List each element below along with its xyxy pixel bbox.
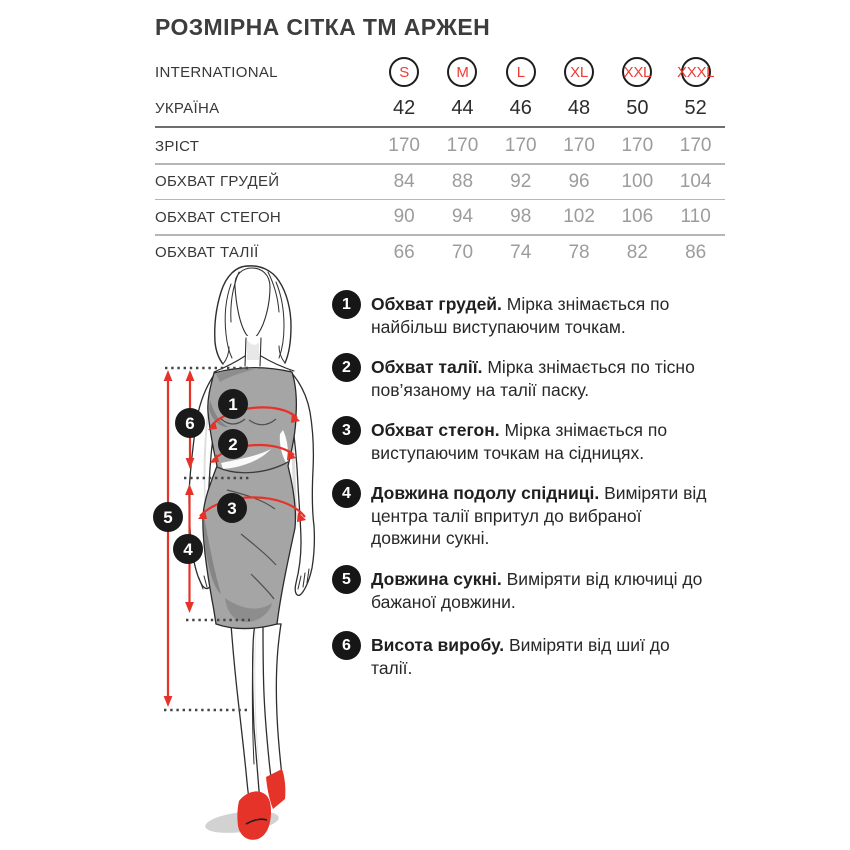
size-cell xyxy=(608,57,666,87)
page-title: РОЗМІРНА СІТКА ТМ АРЖЕН xyxy=(155,14,491,40)
table-cell: 110 xyxy=(680,206,711,227)
marker-number-1: 1 xyxy=(228,395,238,414)
table-cell: 82 xyxy=(626,241,648,263)
row-label: ОБХВАТ ТАЛІЇ xyxy=(155,244,259,261)
marker-number-4: 4 xyxy=(183,540,193,559)
table-cell: 88 xyxy=(451,170,474,192)
legend-description: Виміряти від центра талії впритул до вибраної довжини сукні. xyxy=(371,483,707,548)
legend-text xyxy=(371,568,711,613)
red-heels xyxy=(237,769,285,840)
legend-term: Обхват грудей. xyxy=(371,294,502,314)
table-cell: 170 xyxy=(446,135,479,156)
table-cell: 44 xyxy=(451,96,474,119)
table-cell: 92 xyxy=(510,170,532,192)
table-cell: 170 xyxy=(388,135,420,156)
table-cell: 102 xyxy=(563,206,595,227)
legend-number-badge: 2 xyxy=(332,353,361,382)
size-letter: S xyxy=(399,63,409,81)
table-cell: 66 xyxy=(393,241,415,263)
table-cell: 86 xyxy=(685,241,707,263)
table-cell: 104 xyxy=(679,170,712,192)
size-letter: M xyxy=(456,63,469,81)
size-table xyxy=(155,53,725,270)
legend-item-3 xyxy=(332,416,711,464)
table-cell: 170 xyxy=(679,135,712,156)
legend-number-badge: 6 xyxy=(332,631,361,660)
table-cell: 46 xyxy=(509,96,532,119)
marker-number-2: 2 xyxy=(228,435,238,454)
table-cell: 170 xyxy=(563,135,595,156)
size-circle xyxy=(447,57,477,87)
size-letter: XL xyxy=(570,63,588,81)
table-row-bust xyxy=(155,165,725,199)
legend-item-4 xyxy=(332,479,711,550)
size-cell xyxy=(492,57,550,87)
table-cell: 98 xyxy=(510,206,532,227)
legend-description: Мірка знімається по виступаючим точкам на сідницях. xyxy=(371,420,668,463)
size-circle xyxy=(622,57,652,87)
legend-text xyxy=(371,482,711,550)
row-label: ОБХВАТ ГРУДЕЙ xyxy=(155,173,280,190)
legend-text xyxy=(371,419,711,464)
legend-item-1 xyxy=(332,290,711,338)
size-circle xyxy=(564,57,594,87)
size-circle xyxy=(506,57,536,87)
legend-description: Виміряти від шиї до талії. xyxy=(371,635,670,678)
legend-description: Мірка знімається по тісно пов’язаному на талії паску. xyxy=(371,357,695,400)
table-cell: 52 xyxy=(684,96,707,119)
row-label-ukraine: УКРАЇНА xyxy=(155,99,220,117)
legend-item-2 xyxy=(332,353,711,401)
table-cell: 84 xyxy=(393,170,415,192)
legend-number-badge: 3 xyxy=(332,416,361,445)
marker-number-6: 6 xyxy=(185,414,195,433)
legend-term: Довжина подолу спідниці. xyxy=(371,483,600,503)
table-cell: 94 xyxy=(451,206,474,227)
size-cell xyxy=(433,57,491,87)
legend-description: Виміряти від ключиці до бажаної довжини. xyxy=(371,569,703,612)
row-label: ЗРІСТ xyxy=(155,137,200,155)
table-separator-thick xyxy=(155,126,725,128)
table-cell: 48 xyxy=(567,96,591,119)
marker-number-3: 3 xyxy=(227,499,237,518)
table-cell: 42 xyxy=(393,96,416,119)
table-cell: 106 xyxy=(621,206,654,227)
size-circle xyxy=(677,57,715,87)
size-letter: L xyxy=(516,63,525,81)
legend-description: Мірка знімається по найбільш виступаючим точкам. xyxy=(371,294,670,337)
table-cell: 100 xyxy=(621,170,654,192)
legend-term: Висота виробу. xyxy=(371,635,505,655)
size-cell xyxy=(550,57,608,87)
table-row-international xyxy=(155,53,725,91)
table-cell: 96 xyxy=(568,170,590,192)
size-letter: XXL xyxy=(623,63,652,81)
legend-text xyxy=(371,293,711,338)
legend-term: Обхват талії. xyxy=(371,357,483,377)
legend-term: Обхват стегон. xyxy=(371,420,500,440)
legend-number-badge: 5 xyxy=(332,565,361,594)
table-cell: 170 xyxy=(504,135,537,156)
row-label-international: INTERNATIONAL xyxy=(155,63,278,81)
table-cell: 70 xyxy=(451,241,474,263)
legend-text xyxy=(371,356,711,401)
size-circle xyxy=(389,57,419,87)
table-cell: 170 xyxy=(621,135,654,156)
table-cell: 90 xyxy=(393,206,415,227)
legend-number-badge: 4 xyxy=(332,479,361,508)
measurement-figure xyxy=(140,255,340,850)
legend-item-6 xyxy=(332,631,711,679)
marker-number-5: 5 xyxy=(163,508,173,527)
head-sketch xyxy=(214,266,294,372)
legend-number-badge: 1 xyxy=(332,290,361,319)
size-cell xyxy=(666,57,724,87)
legend-text xyxy=(371,634,711,679)
legend-item-5 xyxy=(332,565,711,613)
table-row-ukraine xyxy=(155,91,725,125)
size-letter: XXXL xyxy=(677,63,715,81)
legend-term: Довжина сукні. xyxy=(371,569,502,589)
size-cell xyxy=(375,57,433,87)
row-label: ОБХВАТ СТЕГОН xyxy=(155,208,282,226)
table-cell: 78 xyxy=(568,241,590,263)
table-cell: 50 xyxy=(626,96,649,119)
table-cell: 74 xyxy=(510,241,532,263)
table-row-hips xyxy=(155,200,725,234)
table-row-height xyxy=(155,129,725,163)
